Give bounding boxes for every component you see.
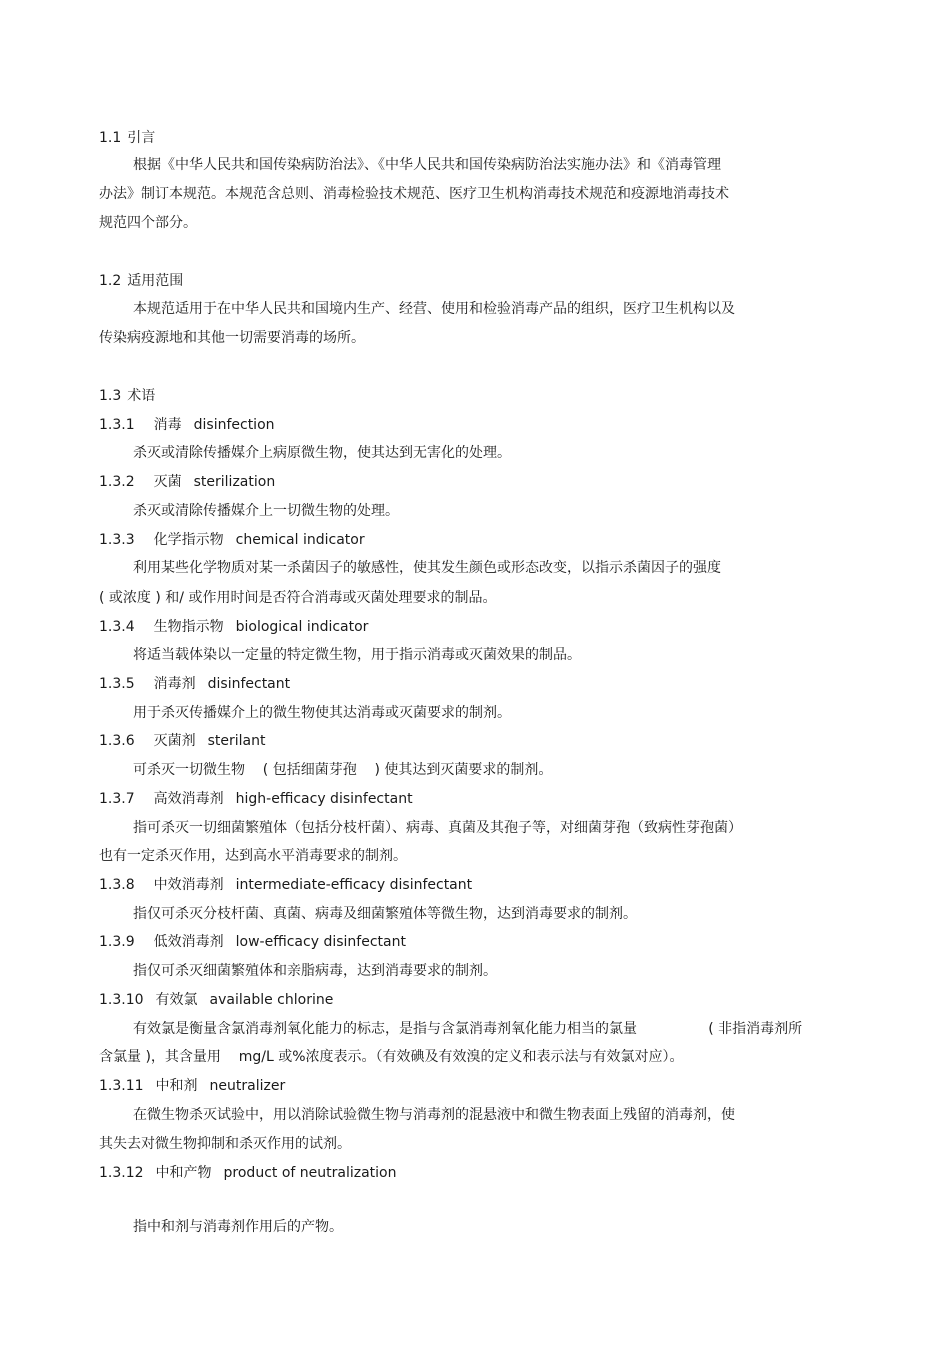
term-heading bbox=[99, 789, 413, 809]
term-number: 1.3.6 bbox=[99, 733, 135, 749]
term-definition: 指可杀灭一切细菌繁殖体（包括分枝杆菌）、病毒、真菌及其孢子等，对细菌芽孢（致病性芽孢菌） bbox=[133, 820, 742, 836]
term-english: neutralizer bbox=[209, 1078, 286, 1094]
section-title: 适用范围 bbox=[127, 273, 184, 289]
term-number: 1.3.8 bbox=[99, 877, 135, 893]
section-number: 1.3 bbox=[99, 388, 122, 404]
term-definition: 在微生物杀灭试验中，用以消除试验微生物与消毒剂的混悬液中和微生物表面上残留的消毒剂，使 bbox=[133, 1107, 735, 1123]
paragraph-line: 办法》制订本规范。本规范含总则、消毒检验技术规范、医疗卫生机构消毒技术规范和疫源地消毒技术 bbox=[99, 186, 729, 202]
term-definition: 利用某些化学物质对某一杀菌因子的敏感性，使其发生颜色或形态改变，以指示杀菌因子的强度 bbox=[133, 560, 721, 576]
section-number: 1.1 bbox=[99, 130, 122, 146]
term-chinese: 消毒剂 bbox=[153, 676, 196, 692]
term-number: 1.3.7 bbox=[99, 791, 135, 807]
term-english: available chlorine bbox=[209, 992, 334, 1008]
section-heading-1-2 bbox=[99, 271, 183, 291]
term-definition: 用于杀灭传播媒介上的微生物使其达消毒或灭菌要求的制剂。 bbox=[133, 705, 511, 721]
term-english: disinfection bbox=[193, 417, 275, 433]
term-chinese: 中和产物 bbox=[155, 1165, 212, 1181]
term-definition: 有效氯是衡量含氯消毒剂氧化能力的标志，是指与含氯消毒剂氧化能力相当的氯量 ( 非指消毒剂所 bbox=[133, 1021, 803, 1037]
term-heading bbox=[99, 1076, 285, 1096]
section-heading-1-3 bbox=[99, 386, 155, 406]
term-chinese: 中和剂 bbox=[155, 1078, 198, 1094]
paragraph-line: 本规范适用于在中华人民共和国境内生产、经营、使用和检验消毒产品的组织，医疗卫生机构以及 bbox=[133, 301, 735, 317]
term-number: 1.3.11 bbox=[99, 1078, 144, 1094]
term-heading bbox=[99, 731, 266, 751]
term-definition: 指仅可杀灭细菌繁殖体和亲脂病毒，达到消毒要求的制剂。 bbox=[133, 963, 497, 979]
term-definition: 将适当载体染以一定量的特定微生物，用于指示消毒或灭菌效果的制品。 bbox=[133, 647, 581, 663]
term-number: 1.3.1 bbox=[99, 417, 135, 433]
term-english: high-efficacy disinfectant bbox=[235, 791, 413, 807]
term-number: 1.3.9 bbox=[99, 934, 135, 950]
term-chinese: 生物指示物 bbox=[153, 619, 224, 635]
term-chinese: 中效消毒剂 bbox=[153, 877, 224, 893]
term-definition: 指中和剂与消毒剂作用后的产物。 bbox=[133, 1219, 343, 1235]
section-heading-1-1 bbox=[99, 128, 155, 148]
term-chinese: 灭菌 bbox=[153, 474, 182, 490]
term-definition: 含氯量 )，其含量用 mg/L 或%浓度表示。（有效碘及有效溴的定义和表示法与有效氯对应）。 bbox=[99, 1049, 684, 1065]
term-heading bbox=[99, 1163, 396, 1183]
term-definition: 杀灭或清除传播媒介上病原微生物，使其达到无害化的处理。 bbox=[133, 445, 511, 461]
term-english: disinfectant bbox=[207, 676, 291, 692]
term-heading bbox=[99, 617, 368, 637]
term-definition: 指仅可杀灭分枝杆菌、真菌、病毒及细菌繁殖体等微生物，达到消毒要求的制剂。 bbox=[133, 906, 637, 922]
section-title: 引言 bbox=[127, 130, 156, 146]
term-number: 1.3.5 bbox=[99, 676, 135, 692]
term-english: sterilant bbox=[207, 733, 266, 749]
term-chinese: 消毒 bbox=[153, 417, 182, 433]
term-definition: 可杀灭一切微生物 ( 包括细菌芽孢 ) 使其达到灭菌要求的制剂。 bbox=[133, 762, 553, 778]
term-heading bbox=[99, 415, 275, 435]
term-chinese: 化学指示物 bbox=[153, 532, 224, 548]
term-number: 1.3.12 bbox=[99, 1165, 144, 1181]
term-chinese: 低效消毒剂 bbox=[153, 934, 224, 950]
term-definition: 其失去对微生物抑制和杀灭作用的试剂。 bbox=[99, 1136, 351, 1152]
term-english: product of neutralization bbox=[223, 1165, 397, 1181]
term-english: low-efficacy disinfectant bbox=[235, 934, 406, 950]
term-number: 1.3.10 bbox=[99, 992, 144, 1008]
paragraph-line: 规范四个部分。 bbox=[99, 215, 197, 231]
paragraph-line: 传染病疫源地和其他一切需要消毒的场所。 bbox=[99, 330, 365, 346]
term-heading bbox=[99, 530, 365, 550]
term-english: biological indicator bbox=[235, 619, 369, 635]
term-heading bbox=[99, 932, 406, 952]
term-definition: ( 或浓度 ) 和/ 或作用时间是否符合消毒或灭菌处理要求的制品。 bbox=[99, 590, 497, 606]
term-chinese: 有效氯 bbox=[155, 992, 198, 1008]
term-number: 1.3.2 bbox=[99, 474, 135, 490]
term-english: sterilization bbox=[193, 474, 276, 490]
term-chinese: 灭菌剂 bbox=[153, 733, 196, 749]
section-number: 1.2 bbox=[99, 273, 122, 289]
paragraph-line: 根据《中华人民共和国传染病防治法》、《中华人民共和国传染病防治法实施办法》和《消毒管理 bbox=[133, 157, 721, 173]
term-number: 1.3.4 bbox=[99, 619, 135, 635]
term-heading bbox=[99, 472, 275, 492]
term-definition: 杀灭或清除传播媒介上一切微生物的处理。 bbox=[133, 503, 399, 519]
term-heading bbox=[99, 875, 472, 895]
term-heading bbox=[99, 990, 333, 1010]
section-title: 术语 bbox=[127, 388, 156, 404]
term-chinese: 高效消毒剂 bbox=[153, 791, 224, 807]
term-english: intermediate-efficacy disinfectant bbox=[235, 877, 473, 893]
term-definition: 也有一定杀灭作用，达到高水平消毒要求的制剂。 bbox=[99, 848, 407, 864]
term-english: chemical indicator bbox=[235, 532, 365, 548]
term-number: 1.3.3 bbox=[99, 532, 135, 548]
term-heading bbox=[99, 674, 290, 694]
